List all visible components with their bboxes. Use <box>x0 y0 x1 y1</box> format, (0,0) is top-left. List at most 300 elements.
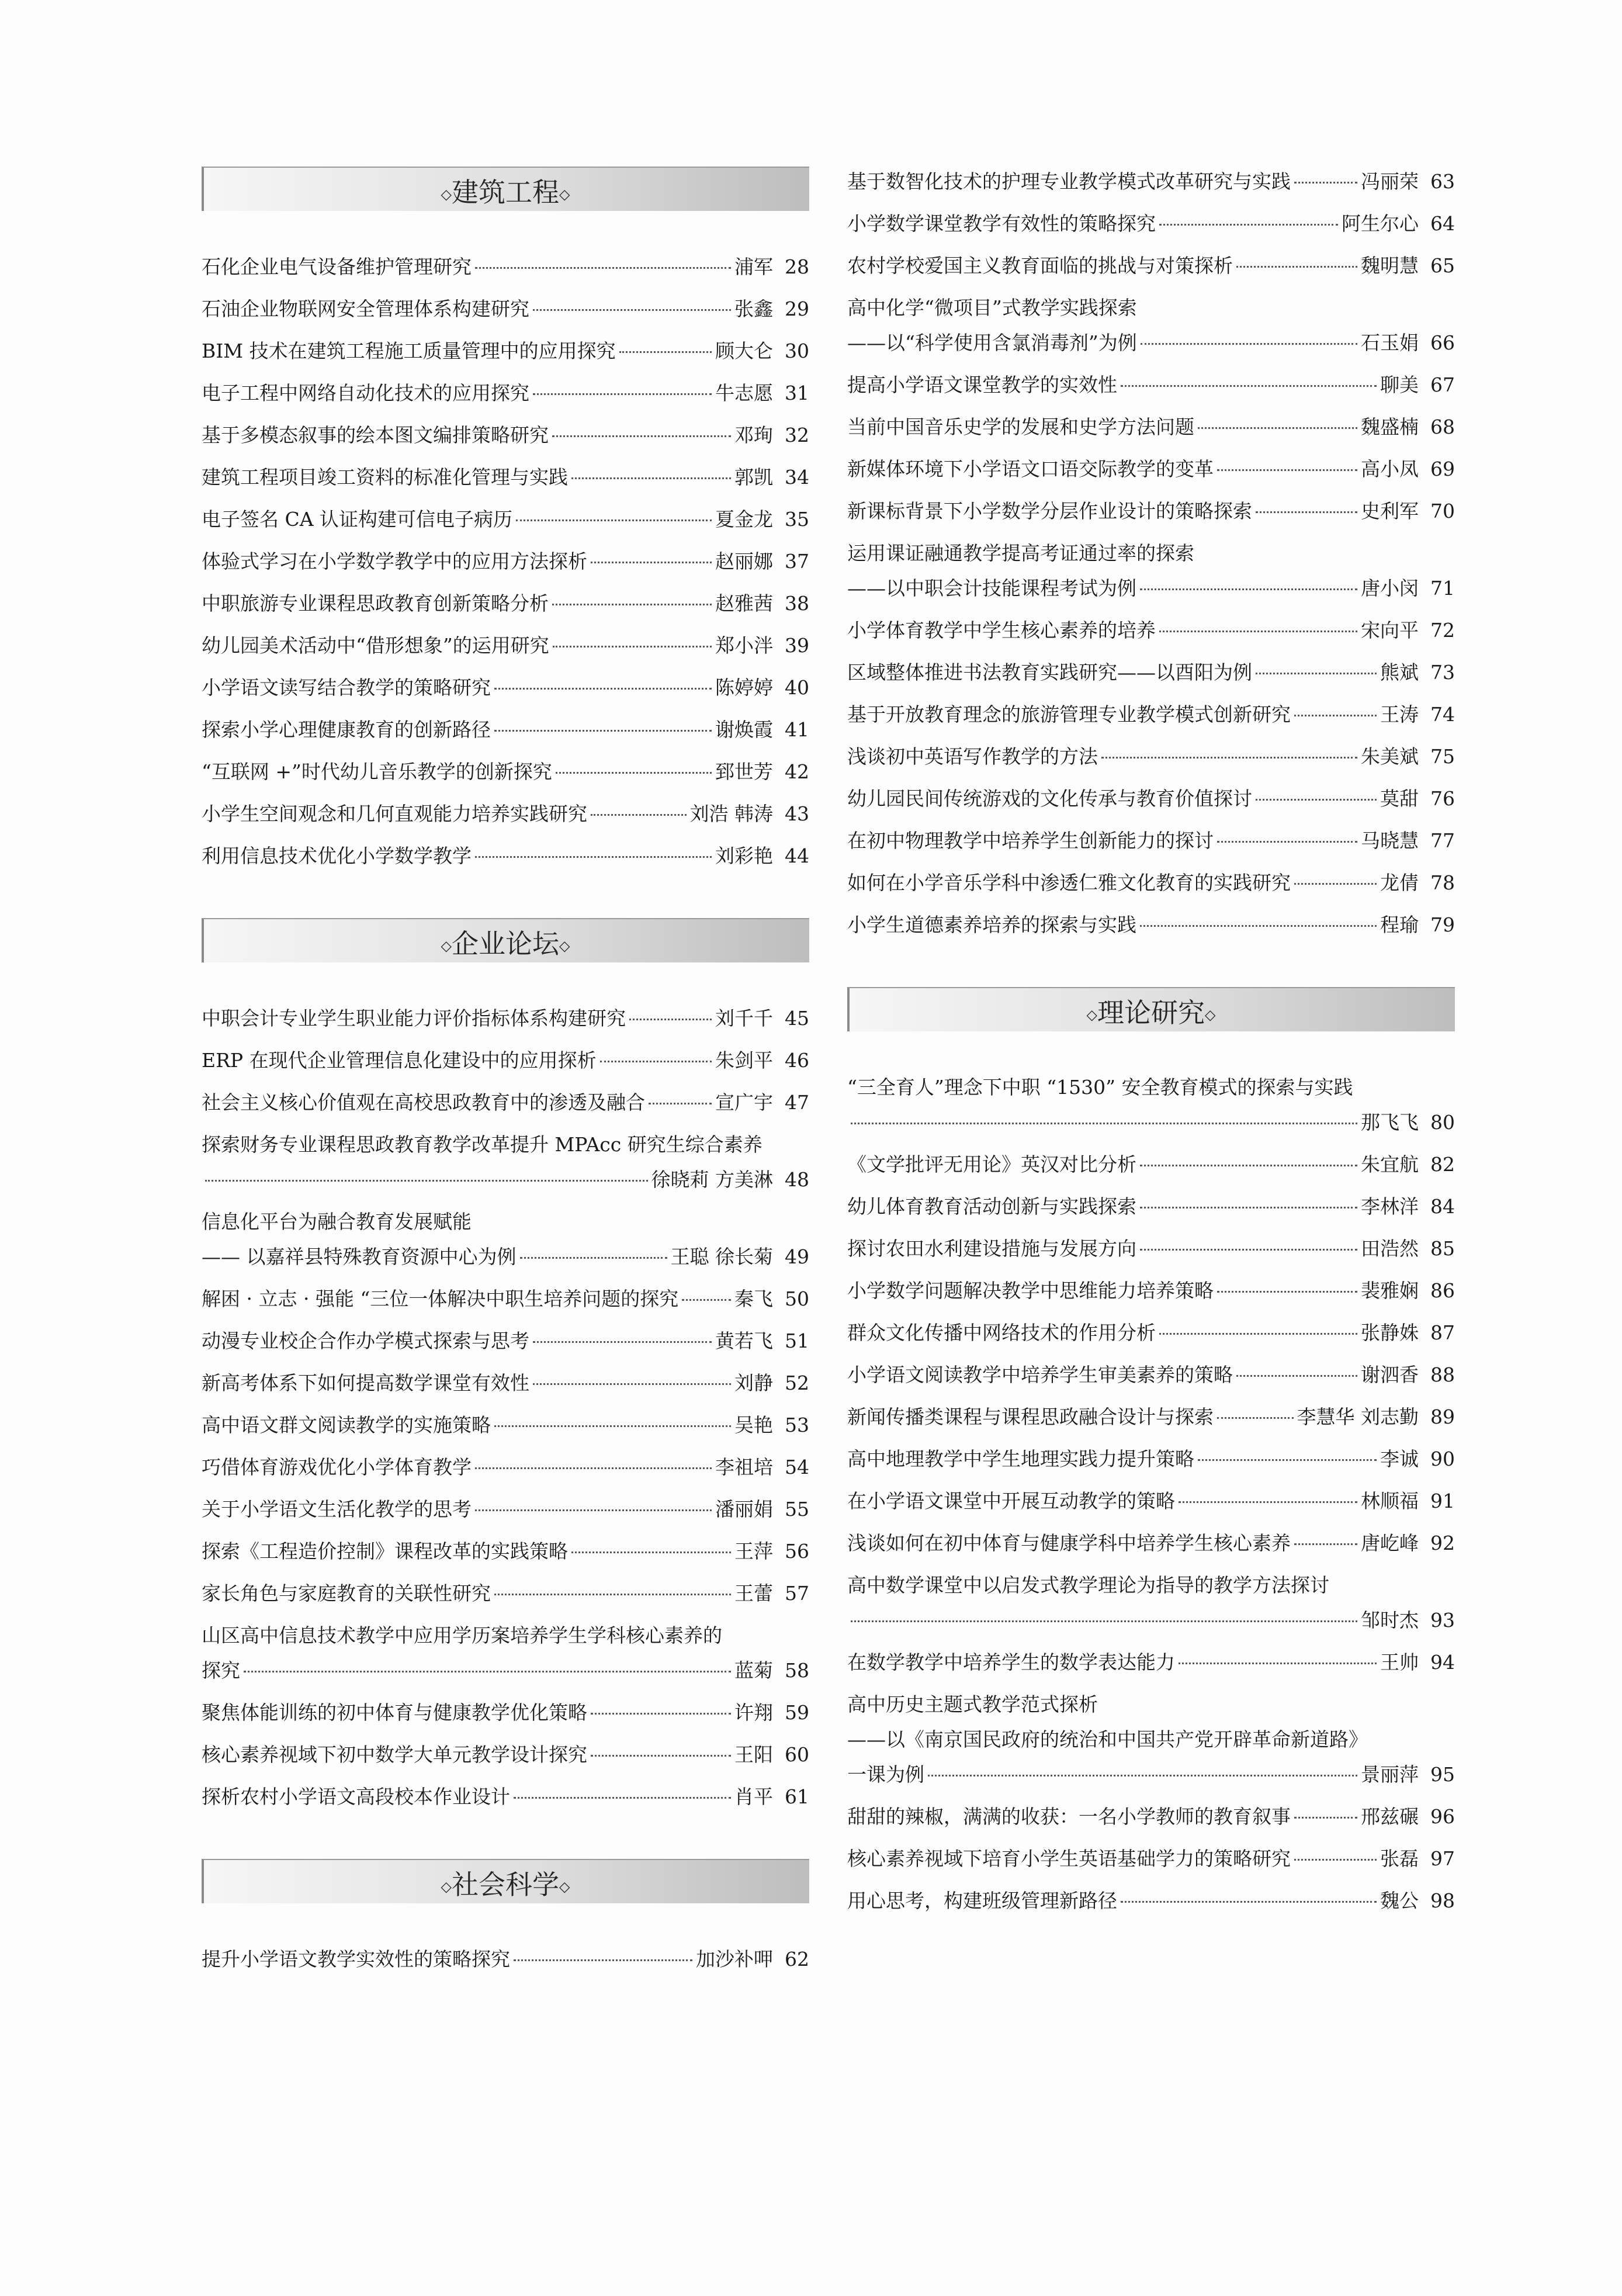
toc-entry <box>202 1088 809 1130</box>
entry-author: 秦飞 <box>734 1287 773 1310</box>
dot-leader <box>494 730 712 732</box>
entry-title: 建筑工程项目竣工资料的标准化管理与实践 <box>202 466 568 489</box>
dot-leader <box>1294 883 1377 885</box>
entry-author: 裴雅娴 <box>1361 1279 1419 1302</box>
entry-author: 刘彩艳 <box>715 844 773 867</box>
toc-entry <box>847 1444 1455 1486</box>
section-header <box>847 987 1455 1037</box>
entry-author: 程瑜 <box>1380 913 1419 936</box>
entry-page-number: 98 <box>1430 1889 1455 1912</box>
entry-title: 运用课证融通教学提高考证通过率的探索 <box>847 542 1194 565</box>
toc-entry <box>202 420 809 462</box>
entry-title: 高中数学课堂中以启发式教学理论为指导的教学方法探讨 <box>847 1574 1329 1597</box>
dot-leader <box>552 435 731 437</box>
dot-leader <box>1140 925 1377 927</box>
entry-title: 如何在小学音乐学科中渗透仁雅文化教育的实践研究 <box>847 871 1291 894</box>
entry-author: 高小凤 <box>1361 458 1419 480</box>
diamond-icon: ◇ <box>559 186 570 203</box>
toc-entry <box>847 910 1455 952</box>
entry-title: 基于多模态叙事的绘本图文编排策略研究 <box>202 424 549 446</box>
entry-title: “三全育人”理念下中职 “1530” 安全教育模式的探索与实践 <box>847 1076 1353 1099</box>
section-title <box>847 992 1455 1030</box>
entry-author: 牛志愿 <box>715 382 773 404</box>
toc-entry <box>202 1284 809 1326</box>
entry-author: 唐屹峰 <box>1361 1532 1419 1554</box>
entry-author: 张鑫 <box>734 297 773 320</box>
entry-page-number: 87 <box>1430 1321 1455 1344</box>
toc-entry <box>202 1003 809 1045</box>
toc-entry <box>202 1045 809 1088</box>
entry-title: 中职旅游专业课程思政教育创新策略分析 <box>202 592 549 615</box>
toc-entry <box>202 1740 809 1782</box>
entry-page-number: 93 <box>1430 1609 1455 1632</box>
dot-leader <box>1141 343 1357 345</box>
entry-author: 赵丽娜 <box>715 550 773 573</box>
toc-entry <box>202 799 809 841</box>
entry-title: 聚焦体能训练的初中体育与健康教学优化策略 <box>202 1701 587 1724</box>
toc-entry <box>202 1782 809 1824</box>
section-title <box>202 171 809 210</box>
dot-leader <box>1294 1817 1357 1819</box>
entry-page-number: 29 <box>785 297 809 320</box>
toc-entry <box>202 841 809 883</box>
dot-leader <box>1256 799 1377 801</box>
entry-author: 魏盛楠 <box>1361 415 1419 438</box>
entry-title: 探索《工程造价控制》课程改革的实践策略 <box>202 1540 568 1563</box>
dot-leader <box>1159 1333 1357 1335</box>
entry-author: 林顺福 <box>1361 1490 1419 1512</box>
entry-author: 加沙补呷 <box>696 1948 773 1971</box>
entry-author: 朱美斌 <box>1361 745 1419 768</box>
entry-title: 动漫专业校企合作办学模式探索与思考 <box>202 1329 529 1352</box>
entry-page-number: 89 <box>1430 1405 1455 1428</box>
dot-leader <box>475 1467 712 1469</box>
entry-author: 王阳 <box>734 1743 773 1766</box>
entry-author: 李诚 <box>1380 1447 1419 1470</box>
entry-title: 高中历史主题式教学范式探析 <box>847 1693 1098 1716</box>
toc-entry-title-line <box>202 1620 809 1656</box>
entry-page-number: 65 <box>1430 254 1455 277</box>
entry-title: 在数学教学中培养学生的数学表达能力 <box>847 1651 1175 1674</box>
toc-entry <box>847 1149 1455 1192</box>
entry-title: 探索财务专业课程思政教育教学改革提升 MPAcc 研究生综合素养 <box>202 1133 763 1156</box>
entry-title: 石油企业物联网安全管理体系构建研究 <box>202 297 529 320</box>
entry-author: 刘千千 <box>715 1007 773 1030</box>
entry-title: 山区高中信息技术教学中应用学历案培养学生学科核心素养的 <box>202 1624 722 1647</box>
diamond-icon: ◇ <box>1205 1006 1216 1023</box>
toc-entry-title-line <box>847 1689 1455 1724</box>
entry-page-number: 85 <box>1430 1237 1455 1260</box>
dot-leader <box>244 1671 731 1672</box>
dot-leader <box>1121 385 1377 387</box>
toc-entry <box>847 1844 1455 1886</box>
dot-leader <box>514 1959 692 1961</box>
section-title-text: 理论研究 <box>1097 997 1205 1028</box>
entry-page-number: 90 <box>1430 1447 1455 1470</box>
toc-entry-title-line <box>202 1207 809 1242</box>
toc-entry <box>202 336 809 378</box>
dot-leader <box>494 1425 731 1427</box>
dot-leader <box>520 1257 667 1259</box>
entry-author: 郅世芳 <box>715 760 773 783</box>
toc-entry <box>847 1760 1455 1802</box>
entry-page-number: 94 <box>1430 1651 1455 1674</box>
entry-title: 探析农村小学语文高段校本作业设计 <box>202 1785 510 1808</box>
dot-leader <box>1198 427 1357 429</box>
entry-page-number: 74 <box>1430 703 1455 726</box>
entry-title: —— 以嘉祥县特殊教育资源中心为例 <box>202 1245 517 1268</box>
entry-page-number: 95 <box>1430 1763 1455 1786</box>
dot-leader <box>571 477 731 479</box>
entry-page-number: 50 <box>785 1287 809 1310</box>
section-header <box>202 1859 809 1909</box>
dot-leader <box>682 1299 731 1301</box>
entry-author: 赵雅茜 <box>715 592 773 615</box>
entry-page-number: 55 <box>785 1498 809 1521</box>
toc-entry <box>202 1656 809 1698</box>
entry-page-number: 96 <box>1430 1805 1455 1828</box>
toc-entry <box>202 1698 809 1740</box>
dot-leader <box>591 562 712 563</box>
entry-author: 谢泗香 <box>1361 1363 1419 1386</box>
entry-page-number: 56 <box>785 1540 809 1563</box>
section-gap <box>847 952 1455 987</box>
entry-author: 聊美 <box>1380 373 1419 396</box>
dot-leader <box>851 1620 1357 1622</box>
entry-page-number: 73 <box>1430 661 1455 684</box>
toc-entry <box>202 1494 809 1536</box>
entry-page-number: 39 <box>785 634 809 657</box>
entry-page-number: 76 <box>1430 787 1455 810</box>
entry-title: 新课标背景下小学数学分层作业设计的策略探索 <box>847 500 1252 522</box>
entry-author: 龙倩 <box>1380 871 1419 894</box>
entry-author: 刘静 <box>734 1372 773 1394</box>
dot-leader <box>553 646 712 647</box>
toc-entry-title-line <box>847 1072 1455 1107</box>
dot-leader <box>533 309 731 311</box>
toc-entry <box>847 1605 1455 1647</box>
entry-title: 电子签名 CA 认证构建可信电子病历 <box>202 508 513 531</box>
entry-title: 区域整体推进书法教育实践研究——以酉阳为例 <box>847 661 1252 684</box>
entry-title: 基于数智化技术的护理专业教学模式改革研究与实践 <box>847 170 1291 193</box>
entry-title: 社会主义核心价值观在高校思政教育中的渗透及融合 <box>202 1091 645 1114</box>
entry-title: 基于开放教育理念的旅游管理专业教学模式创新研究 <box>847 703 1291 726</box>
dot-leader <box>600 1061 712 1062</box>
entry-page-number: 52 <box>785 1372 809 1394</box>
entry-author: 邓珣 <box>734 424 773 446</box>
entry-title: 核心素养视域下培育小学生英语基础学力的策略研究 <box>847 1847 1291 1870</box>
entry-title: 甜甜的辣椒，满满的收获：一名小学教师的教育叙事 <box>847 1805 1291 1828</box>
entry-author: 魏明慧 <box>1361 254 1419 277</box>
entry-page-number: 67 <box>1430 373 1455 396</box>
entry-title: 当前中国音乐史学的发展和史学方法问题 <box>847 415 1194 438</box>
entry-page-number: 59 <box>785 1701 809 1724</box>
dot-leader <box>1294 182 1357 183</box>
dot-leader <box>1179 1501 1357 1503</box>
dot-leader <box>475 856 712 858</box>
entry-author: 那飞飞 <box>1361 1111 1419 1134</box>
toc-entry <box>847 615 1455 657</box>
dot-leader <box>1236 266 1357 268</box>
section-gap <box>202 1824 809 1859</box>
toc-entry <box>202 1410 809 1452</box>
entry-title: 在初中物理教学中培养学生创新能力的探讨 <box>847 829 1214 852</box>
entry-title: 幼儿园美术活动中“借形想象”的运用研究 <box>202 634 549 657</box>
dot-leader <box>629 1019 712 1020</box>
dot-leader <box>1217 1417 1294 1419</box>
toc-entry <box>202 631 809 673</box>
entry-author: 谢焕霞 <box>715 718 773 741</box>
entry-title: 利用信息技术优化小学数学教学 <box>202 844 472 867</box>
entry-title: 石化企业电气设备维护管理研究 <box>202 255 472 278</box>
entry-title: “互联网 +”时代幼儿音乐教学的创新探究 <box>202 760 552 783</box>
entry-page-number: 53 <box>785 1414 809 1436</box>
toc-entry <box>847 412 1455 454</box>
dot-leader <box>494 688 712 690</box>
toc-entry <box>847 573 1455 615</box>
entry-author: 冯丽荣 <box>1361 170 1419 193</box>
toc-entry <box>847 1486 1455 1528</box>
toc-entry <box>847 496 1455 538</box>
entry-page-number: 79 <box>1430 913 1455 936</box>
toc-entry <box>202 715 809 757</box>
toc-entry-title-line <box>847 293 1455 328</box>
entry-author: 浦军 <box>734 255 773 278</box>
entry-page-number: 63 <box>1430 170 1455 193</box>
entry-title: 农村学校爱国主义教育面临的挑战与对策探析 <box>847 254 1233 277</box>
entry-page-number: 62 <box>785 1948 809 1971</box>
entry-page-number: 47 <box>785 1091 809 1114</box>
entry-title: 用心思考，构建班级管理新路径 <box>847 1889 1117 1912</box>
entry-page-number: 41 <box>785 718 809 741</box>
entry-author: 马晓慧 <box>1361 829 1419 852</box>
dot-leader <box>1140 1207 1357 1208</box>
toc-entry <box>847 784 1455 826</box>
toc-entry <box>847 1276 1455 1318</box>
dot-leader <box>475 267 731 269</box>
entry-title: 提高小学语文课堂教学的实效性 <box>847 373 1117 396</box>
entry-page-number: 69 <box>1430 458 1455 480</box>
toc-entry <box>847 1234 1455 1276</box>
entry-page-number: 75 <box>1430 745 1455 768</box>
entry-page-number: 45 <box>785 1007 809 1030</box>
entry-author: 刘浩 韩涛 <box>689 802 773 825</box>
entry-author: 潘丽娟 <box>715 1498 773 1521</box>
entry-title: 高中语文群文阅读教学的实施策略 <box>202 1414 491 1436</box>
left-column <box>202 167 809 1986</box>
entry-page-number: 71 <box>1430 577 1455 600</box>
entry-page-number: 78 <box>1430 871 1455 894</box>
entry-page-number: 72 <box>1430 619 1455 642</box>
dot-leader <box>1294 715 1377 716</box>
entry-title: 解困 · 立志 · 强能 “三位一体解决中职生培养问题的探究 <box>202 1287 679 1310</box>
entry-page-number: 86 <box>1430 1279 1455 1302</box>
entry-author: 邢兹碾 <box>1361 1805 1419 1828</box>
entry-page-number: 77 <box>1430 829 1455 852</box>
dot-leader <box>514 1797 731 1799</box>
toc-entry <box>847 1802 1455 1844</box>
entry-page-number: 91 <box>1430 1490 1455 1512</box>
dot-leader <box>571 1552 731 1553</box>
entry-title: 《文学批评无用论》英汉对比分析 <box>847 1153 1136 1176</box>
entry-title: 家长角色与家庭教育的关联性研究 <box>202 1582 491 1605</box>
toc-entry <box>847 1647 1455 1689</box>
entry-title: 关于小学语文生活化教学的思考 <box>202 1498 472 1521</box>
section-gap <box>202 883 809 918</box>
dot-leader <box>1101 757 1357 759</box>
toc-entry <box>202 1578 809 1620</box>
entry-page-number: 58 <box>785 1659 809 1682</box>
entry-page-number: 28 <box>785 255 809 278</box>
toc-entry <box>847 167 1455 209</box>
entry-page-number: 80 <box>1430 1111 1455 1134</box>
toc-entry <box>847 1886 1455 1928</box>
entry-title: 电子工程中网络自动化技术的应用探究 <box>202 382 529 404</box>
toc-entry <box>202 294 809 336</box>
dot-leader <box>928 1775 1357 1776</box>
entry-page-number: 40 <box>785 676 809 699</box>
diamond-icon: ◇ <box>441 1878 452 1895</box>
toc-entry <box>202 1165 809 1207</box>
toc-entry <box>202 673 809 715</box>
dot-leader <box>1121 1901 1377 1903</box>
entry-author: 肖平 <box>734 1785 773 1808</box>
dot-leader <box>533 1383 731 1385</box>
entry-title: 小学数学课堂教学有效性的策略探究 <box>847 212 1156 235</box>
entry-author: 景丽萍 <box>1361 1763 1419 1786</box>
entry-title: 新闻传播类课程与课程思政融合设计与探索 <box>847 1405 1214 1428</box>
entry-author: 张静姝 <box>1361 1321 1419 1344</box>
toc-entry <box>202 462 809 504</box>
dot-leader <box>1140 1249 1357 1251</box>
entry-author: 石玉娟 <box>1361 331 1419 354</box>
entry-author: 郑小泮 <box>715 634 773 657</box>
toc-entry-subtitle-line <box>847 1724 1455 1760</box>
entry-page-number: 68 <box>1430 415 1455 438</box>
entry-page-number: 44 <box>785 844 809 867</box>
entry-page-number: 38 <box>785 592 809 615</box>
diamond-icon: ◇ <box>441 937 452 954</box>
toc-entry <box>847 1528 1455 1570</box>
entry-page-number: 82 <box>1430 1153 1455 1176</box>
toc-entry <box>202 504 809 546</box>
toc-entry <box>847 742 1455 784</box>
toc-entry <box>847 1402 1455 1444</box>
entry-author: 莫甜 <box>1380 787 1419 810</box>
entry-page-number: 35 <box>785 508 809 531</box>
entry-title: 浅谈初中英语写作教学的方法 <box>847 745 1098 768</box>
entry-author: 李慧华 刘志勤 <box>1297 1405 1419 1428</box>
entry-author: 王涛 <box>1380 703 1419 726</box>
toc-entry <box>847 454 1455 496</box>
entry-title: ERP 在现代企业管理信息化建设中的应用探析 <box>202 1049 597 1072</box>
entry-author: 魏公 <box>1380 1889 1419 1912</box>
toc-entry <box>202 1944 809 1986</box>
entry-author: 顾大仑 <box>715 340 773 362</box>
toc-entry-title-line <box>202 1130 809 1165</box>
entry-page-number: 51 <box>785 1329 809 1352</box>
entry-author: 宣广宇 <box>715 1091 773 1114</box>
toc-entry <box>202 588 809 631</box>
dot-leader <box>1256 673 1377 674</box>
entry-title: 幼儿园民间传统游戏的文化传承与教育价值探讨 <box>847 787 1252 810</box>
entry-title: 提升小学语文教学实效性的策略探究 <box>202 1948 510 1971</box>
entry-author: 许翔 <box>734 1701 773 1724</box>
entry-title: 小学数学问题解决教学中思维能力培养策略 <box>847 1279 1214 1302</box>
entry-subtitle: ——以《南京国民政府的统治和中国共产党开辟革命新道路》 <box>847 1728 1368 1751</box>
entry-author: 宋向平 <box>1361 619 1419 642</box>
entry-page-number: 64 <box>1430 212 1455 235</box>
entry-title: 浅谈如何在初中体育与健康学科中培养学生核心素养 <box>847 1532 1291 1554</box>
entry-page-number: 70 <box>1430 500 1455 522</box>
entry-page-number: 66 <box>1430 331 1455 354</box>
dot-leader <box>494 1594 731 1595</box>
toc-entry <box>847 699 1455 742</box>
entry-title: 小学生道德素养培养的探索与实践 <box>847 913 1136 936</box>
entry-title: 高中化学“微项目”式教学实践探索 <box>847 296 1137 319</box>
entry-author: 王蕾 <box>734 1582 773 1605</box>
toc-entry-title-line <box>847 538 1455 573</box>
dot-leader <box>556 772 712 774</box>
section-title <box>202 1864 809 1902</box>
entry-author: 吴艳 <box>734 1414 773 1436</box>
entry-title: 小学体育教学中学生核心素养的培养 <box>847 619 1156 642</box>
entry-title: 中职会计专业学生职业能力评价指标体系构建研究 <box>202 1007 626 1030</box>
dot-leader <box>619 351 712 353</box>
toc-entry <box>202 1536 809 1578</box>
dot-leader <box>205 1180 648 1182</box>
dot-leader <box>591 1755 731 1757</box>
dot-leader <box>591 814 687 816</box>
entry-page-number: 32 <box>785 424 809 446</box>
entry-page-number: 60 <box>785 1743 809 1766</box>
toc-entry <box>847 328 1455 370</box>
dot-leader <box>1217 1291 1357 1293</box>
entry-title: 小学生空间观念和几何直观能力培养实践研究 <box>202 802 587 825</box>
entry-author: 陈婷婷 <box>715 676 773 699</box>
dot-leader <box>1159 224 1338 226</box>
dot-leader <box>1217 469 1357 471</box>
entry-page-number: 57 <box>785 1582 809 1605</box>
entry-title: 体验式学习在小学数学教学中的应用方法探析 <box>202 550 587 573</box>
entry-page-number: 42 <box>785 760 809 783</box>
toc-entry <box>847 251 1455 293</box>
toc-entry <box>202 1452 809 1494</box>
entry-author: 王帅 <box>1380 1651 1419 1674</box>
entry-title: 新高考体系下如何提高数学课堂有效性 <box>202 1372 529 1394</box>
entry-page-number: 92 <box>1430 1532 1455 1554</box>
entry-title: 一课为例 <box>847 1763 924 1786</box>
entry-page-number: 84 <box>1430 1195 1455 1218</box>
toc-entry <box>847 1107 1455 1149</box>
toc-entry <box>202 252 809 294</box>
dot-leader <box>1256 511 1357 513</box>
entry-page-number: 37 <box>785 550 809 573</box>
entry-author: 徐晓莉 方美淋 <box>651 1168 773 1191</box>
entry-page-number: 31 <box>785 382 809 404</box>
dot-leader <box>649 1103 712 1104</box>
section-title <box>202 923 809 961</box>
entry-author: 李林洋 <box>1361 1195 1419 1218</box>
dot-leader <box>516 520 712 521</box>
dot-leader <box>1294 1859 1377 1861</box>
dot-leader <box>533 393 712 395</box>
diamond-icon: ◇ <box>1086 1006 1097 1023</box>
entry-title: 小学语文读写结合教学的策略研究 <box>202 676 491 699</box>
entry-title: 探究 <box>202 1659 240 1682</box>
toc-entry <box>202 1242 809 1284</box>
section-header <box>202 167 809 217</box>
